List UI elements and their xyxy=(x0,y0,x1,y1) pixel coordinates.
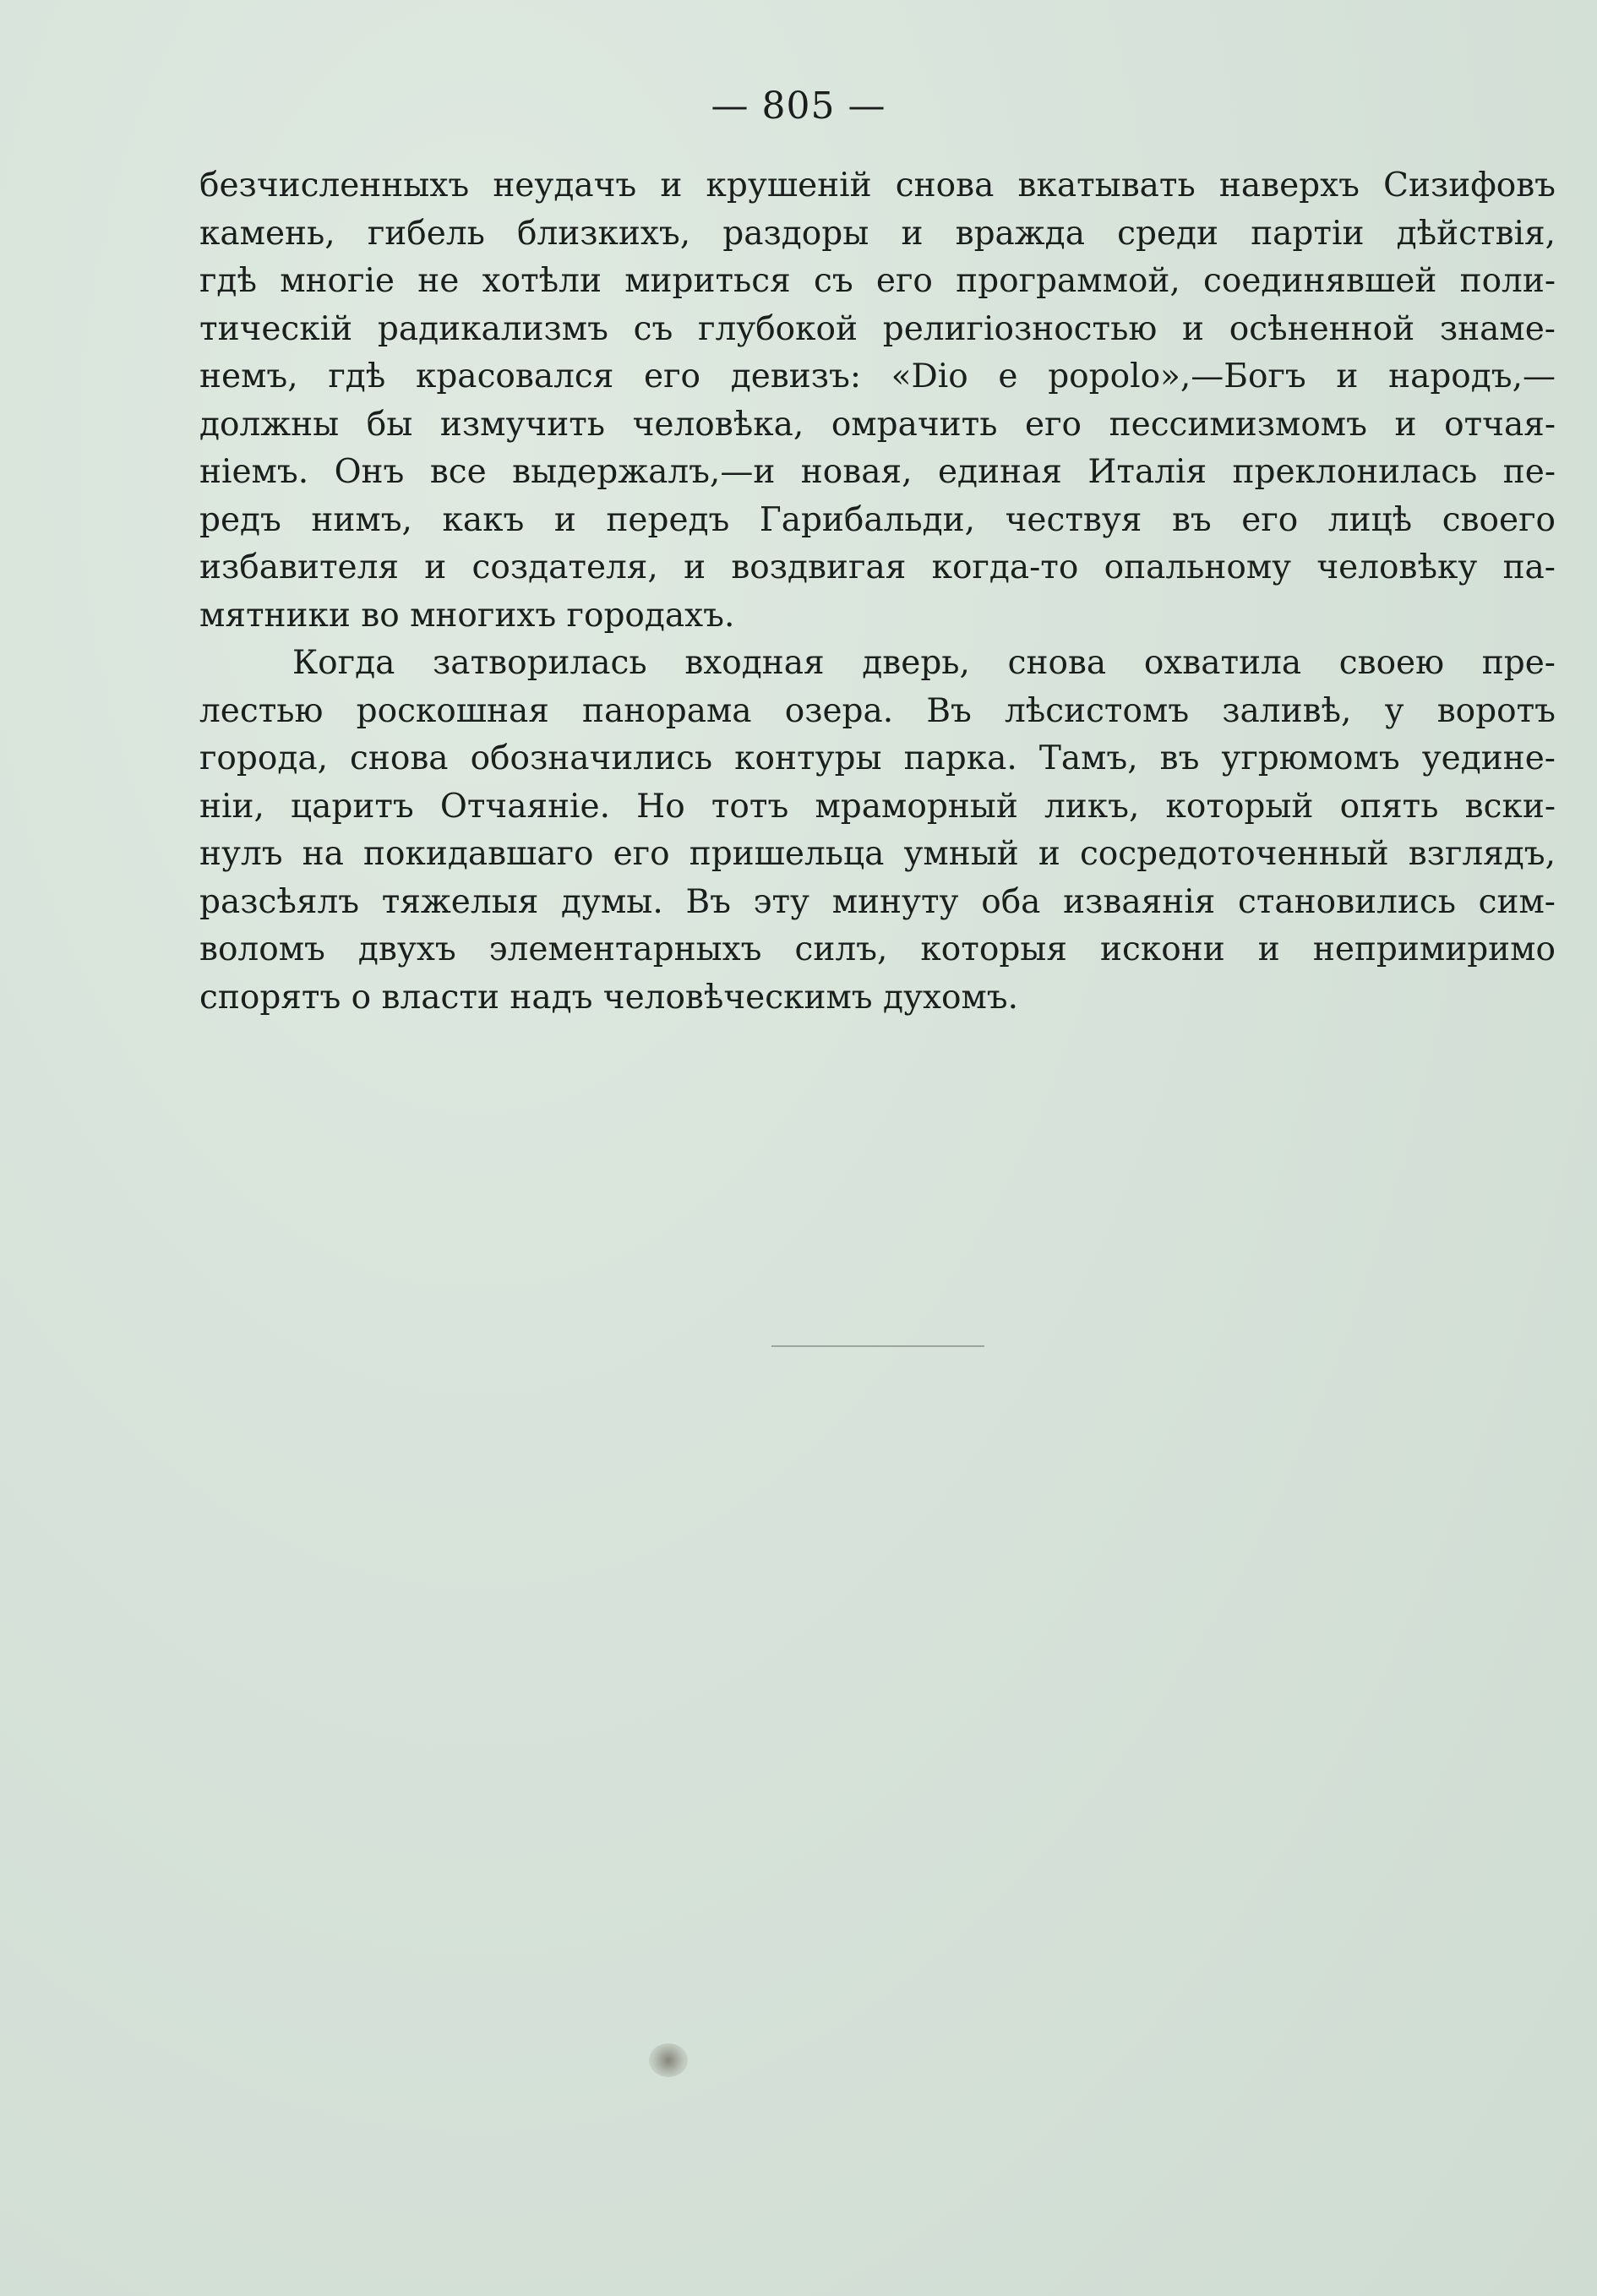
section-divider xyxy=(771,1345,984,1347)
text-line: города, снова обозначились контуры парка. Тамъ, въ угрюмомъ уедине- xyxy=(199,739,1556,777)
text-line: разсѣялъ тяжелыя думы. Въ эту минуту оба изваянія становились сим- xyxy=(199,882,1556,921)
text-line: ніемъ. Онъ все выдержалъ,—и новая, единая Италія преклонилась пе- xyxy=(199,453,1556,491)
text-line: воломъ двухъ элементарныхъ силъ, которыя искони и непримиримо xyxy=(199,930,1556,968)
text-line: мятники во многихъ городахъ. xyxy=(199,596,735,635)
page-number: — 805 — xyxy=(711,85,886,128)
text-line: тическій радикализмъ съ глубокой религіозностью и осѣненной знаме- xyxy=(199,309,1556,348)
text-line: редъ нимъ, какъ и передъ Гарибальди, чествуя въ его лицѣ своего xyxy=(199,500,1556,539)
ink-smudge xyxy=(649,2043,688,2077)
paragraph-2 xyxy=(199,640,1556,1022)
text-line: немъ, гдѣ красовался его девизъ: «Dio e popolo»,—Богъ и народъ,— xyxy=(199,357,1556,395)
text-line: лестью роскошная панорама озера. Въ лѣсистомъ заливѣ, у воротъ xyxy=(199,691,1556,730)
text-line: безчисленныхъ неудачъ и крушеній снова вкатывать наверхъ Сизифовъ xyxy=(199,166,1556,205)
paragraph-1 xyxy=(199,162,1556,640)
text-line: Когда затворилась входная дверь, снова охватила своею пре- xyxy=(292,644,1556,682)
body-text xyxy=(199,162,1556,1022)
text-line: ніи, царитъ Отчаяніе. Но тотъ мраморный ликъ, который опять вски- xyxy=(199,787,1556,826)
text-line: спорятъ о власти надъ человѣческимъ духомъ. xyxy=(199,978,1019,1017)
text-line: избавителя и создателя, и воздвигая когда-то опальному человѣку па- xyxy=(199,548,1556,586)
text-line: камень, гибель близкихъ, раздоры и вражда среди партіи дѣйствія, xyxy=(199,214,1556,253)
text-line: должны бы измучить человѣка, омрачить его пессимизмомъ и отчая- xyxy=(199,405,1556,444)
text-line: гдѣ многіе не хотѣли мириться съ его программой, соединявшей поли- xyxy=(199,262,1556,300)
text-line: нулъ на покидавшаго его пришельца умный и сосредоточенный взглядъ, xyxy=(199,835,1556,873)
